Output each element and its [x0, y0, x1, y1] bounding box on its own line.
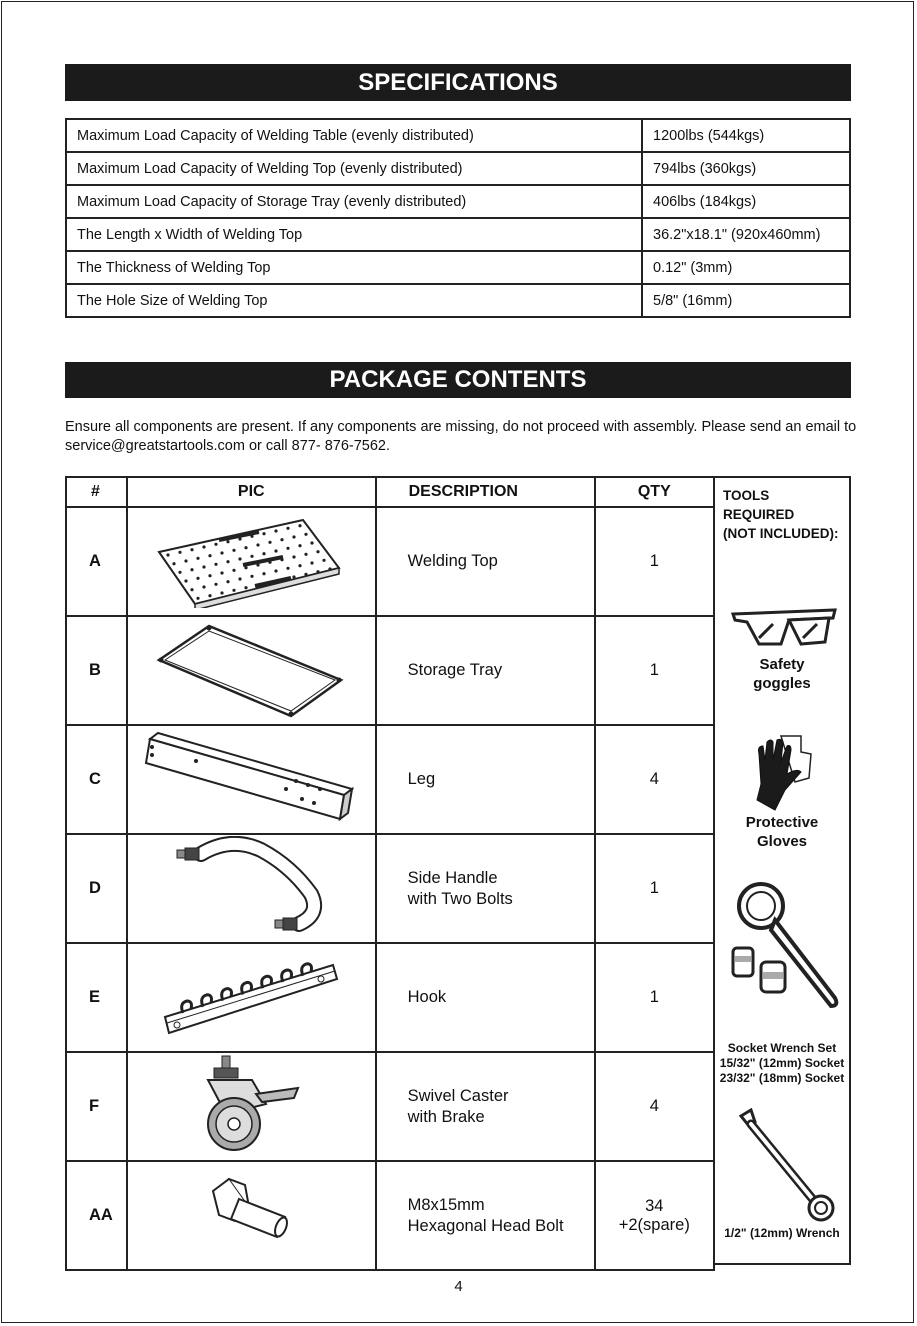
item-pic: [127, 943, 376, 1052]
item-description: Swivel Caster with Brake: [376, 1052, 595, 1161]
spec-row: [66, 185, 850, 218]
hole-dot: [293, 555, 296, 558]
hole-dot: [221, 551, 224, 554]
hole-dot: [179, 551, 182, 554]
hole-dot: [317, 570, 320, 573]
wrench-icon: [737, 1108, 837, 1224]
hole-dot: [311, 561, 314, 564]
protective-gloves-label: Protective Gloves: [745, 814, 819, 850]
item-id: E: [66, 943, 127, 1052]
item-qty: 1: [595, 507, 714, 616]
col-header-description: DESCRIPTION: [376, 477, 595, 507]
hole-dot: [263, 532, 266, 535]
hole-dot: [185, 559, 188, 562]
leg-icon: [136, 729, 366, 825]
specifications-heading: SPECIFICATIONS: [65, 64, 851, 101]
spec-row: [66, 119, 850, 152]
spec-value: 0.12" (3mm): [642, 251, 850, 284]
tools-required-title: TOOLS REQUIRED (NOT INCLUDED):: [723, 488, 839, 541]
hole-dot: [215, 583, 218, 586]
spec-row: [66, 218, 850, 251]
socket-wrench-set-label: Socket Wrench Set 15/32" (12mm) Socket 23/32" (18mm) Socket: [719, 1041, 845, 1085]
spec-value: 406lbs (184kgs): [642, 185, 850, 218]
hole-dot: [167, 553, 170, 556]
item-pic: [127, 1052, 376, 1161]
wrench-label: 1/2" (12mm) Wrench: [724, 1226, 840, 1240]
item-description: M8x15mm Hexagonal Head Bolt: [376, 1161, 595, 1270]
hole-dot: [263, 552, 266, 555]
hole-dot: [299, 524, 302, 527]
hole-dot: [287, 547, 290, 550]
item-id: AA: [66, 1161, 127, 1270]
spec-value: 5/8" (16mm): [642, 284, 850, 317]
hole-dot: [173, 562, 176, 565]
hole-dot: [287, 567, 290, 570]
hole-dot: [287, 527, 290, 530]
spec-value: 36.2"x18.1" (920x460mm): [642, 218, 850, 251]
table-row: [66, 834, 714, 943]
hole-dot: [275, 529, 278, 532]
safety-goggles-label: Safety goggles: [753, 656, 811, 692]
item-description: Hook: [376, 943, 595, 1052]
item-qty: 4: [595, 725, 714, 834]
item-qty: 1: [595, 834, 714, 943]
item-pic: [127, 1161, 376, 1270]
hole-dot: [191, 568, 194, 571]
caster-icon: [186, 1054, 316, 1154]
protective-gloves-icon: [751, 734, 815, 812]
hole-dot: [215, 543, 218, 546]
hole-dot: [197, 597, 200, 600]
spec-row: [66, 152, 850, 185]
item-pic: [127, 834, 376, 943]
package-intro-text: Ensure all components are present. If any components are missing, do not proceed with assembly. Please send an email to service@greatstartools.com or call 877- 876-7562.: [65, 419, 857, 454]
hole-dot: [203, 585, 206, 588]
hole-dot: [197, 557, 200, 560]
item-qty: 1: [595, 943, 714, 1052]
page-number: 4: [454, 1278, 463, 1295]
hole-dot: [305, 553, 308, 556]
spec-row: [66, 251, 850, 284]
hole-dot: [293, 575, 296, 578]
hole-dot: [221, 571, 224, 574]
hole-dot: [209, 574, 212, 577]
spec-label: The Thickness of Welding Top: [66, 251, 642, 284]
spec-label: The Hole Size of Welding Top: [66, 284, 642, 317]
item-id: C: [66, 725, 127, 834]
table-row: [66, 616, 714, 725]
hole-dot: [209, 554, 212, 557]
item-pic: [127, 725, 376, 834]
hole-dot: [329, 567, 332, 570]
hole-dot: [203, 545, 206, 548]
hole-dot: [239, 557, 242, 560]
table-row: [66, 1052, 714, 1161]
item-qty: 1: [595, 616, 714, 725]
item-id: F: [66, 1052, 127, 1161]
hole-dot: [227, 540, 230, 543]
storage-tray-icon: [151, 618, 351, 718]
hook-icon: [161, 947, 341, 1043]
hole-dot: [245, 586, 248, 589]
hole-dot: [299, 544, 302, 547]
table-row: [66, 943, 714, 1052]
hole-dot: [233, 569, 236, 572]
spec-label: The Length x Width of Welding Top: [66, 218, 642, 251]
specifications-table: [65, 118, 851, 318]
col-header-qty: QTY: [595, 477, 714, 507]
hole-dot: [185, 579, 188, 582]
bolt-icon: [201, 1173, 301, 1253]
hole-dot: [257, 543, 260, 546]
hole-dot: [215, 563, 218, 566]
item-pic: [127, 616, 376, 725]
hole-dot: [299, 564, 302, 567]
hole-dot: [251, 555, 254, 558]
item-id: B: [66, 616, 127, 725]
hole-dot: [317, 550, 320, 553]
col-header-num: #: [66, 477, 127, 507]
hole-dot: [191, 548, 194, 551]
hole-dot: [233, 549, 236, 552]
item-qty: 4: [595, 1052, 714, 1161]
side-handle-icon: [171, 836, 331, 936]
hole-dot: [311, 541, 314, 544]
hole-dot: [263, 572, 266, 575]
socket-wrench-set-icon: [731, 880, 845, 1010]
hole-dot: [245, 546, 248, 549]
table-row: [66, 1161, 714, 1270]
item-id: D: [66, 834, 127, 943]
table-row: [66, 725, 714, 834]
hole-dot: [191, 588, 194, 591]
hole-dot: [227, 560, 230, 563]
hole-dot: [179, 571, 182, 574]
package-contents-heading: PACKAGE CONTENTS: [65, 362, 851, 398]
item-description: Leg: [376, 725, 595, 834]
spec-label: Maximum Load Capacity of Storage Tray (evenly distributed): [66, 185, 642, 218]
spec-row: [66, 284, 850, 317]
item-description: Side Handle with Two Bolts: [376, 834, 595, 943]
hole-dot: [227, 580, 230, 583]
hole-dot: [203, 565, 206, 568]
welding-top-icon: [151, 510, 351, 608]
hole-dot: [197, 577, 200, 580]
safety-goggles-icon: [729, 604, 839, 650]
tools-required-panel: [715, 476, 851, 1265]
hole-dot: [281, 538, 284, 541]
spec-value: 794lbs (360kgs): [642, 152, 850, 185]
spec-label: Maximum Load Capacity of Welding Table (evenly distributed): [66, 119, 642, 152]
col-header-pic: PIC: [127, 477, 376, 507]
hole-dot: [305, 573, 308, 576]
table-header-row: [66, 477, 714, 507]
item-description: Storage Tray: [376, 616, 595, 725]
hole-dot: [275, 549, 278, 552]
package-contents-table: [65, 476, 715, 1271]
hole-dot: [305, 533, 308, 536]
hole-dot: [323, 559, 326, 562]
table-row: [66, 507, 714, 616]
hole-dot: [221, 591, 224, 594]
spec-label: Maximum Load Capacity of Welding Top (evenly distributed): [66, 152, 642, 185]
spec-value: 1200lbs (544kgs): [642, 119, 850, 152]
hole-dot: [209, 594, 212, 597]
hole-dot: [233, 589, 236, 592]
hole-dot: [275, 569, 278, 572]
hole-dot: [239, 577, 242, 580]
hole-dot: [293, 535, 296, 538]
hole-dot: [251, 575, 254, 578]
item-description: Welding Top: [376, 507, 595, 616]
hole-dot: [269, 541, 272, 544]
item-pic: [127, 507, 376, 616]
item-qty: 34 +2(spare): [595, 1161, 714, 1270]
item-id: A: [66, 507, 127, 616]
